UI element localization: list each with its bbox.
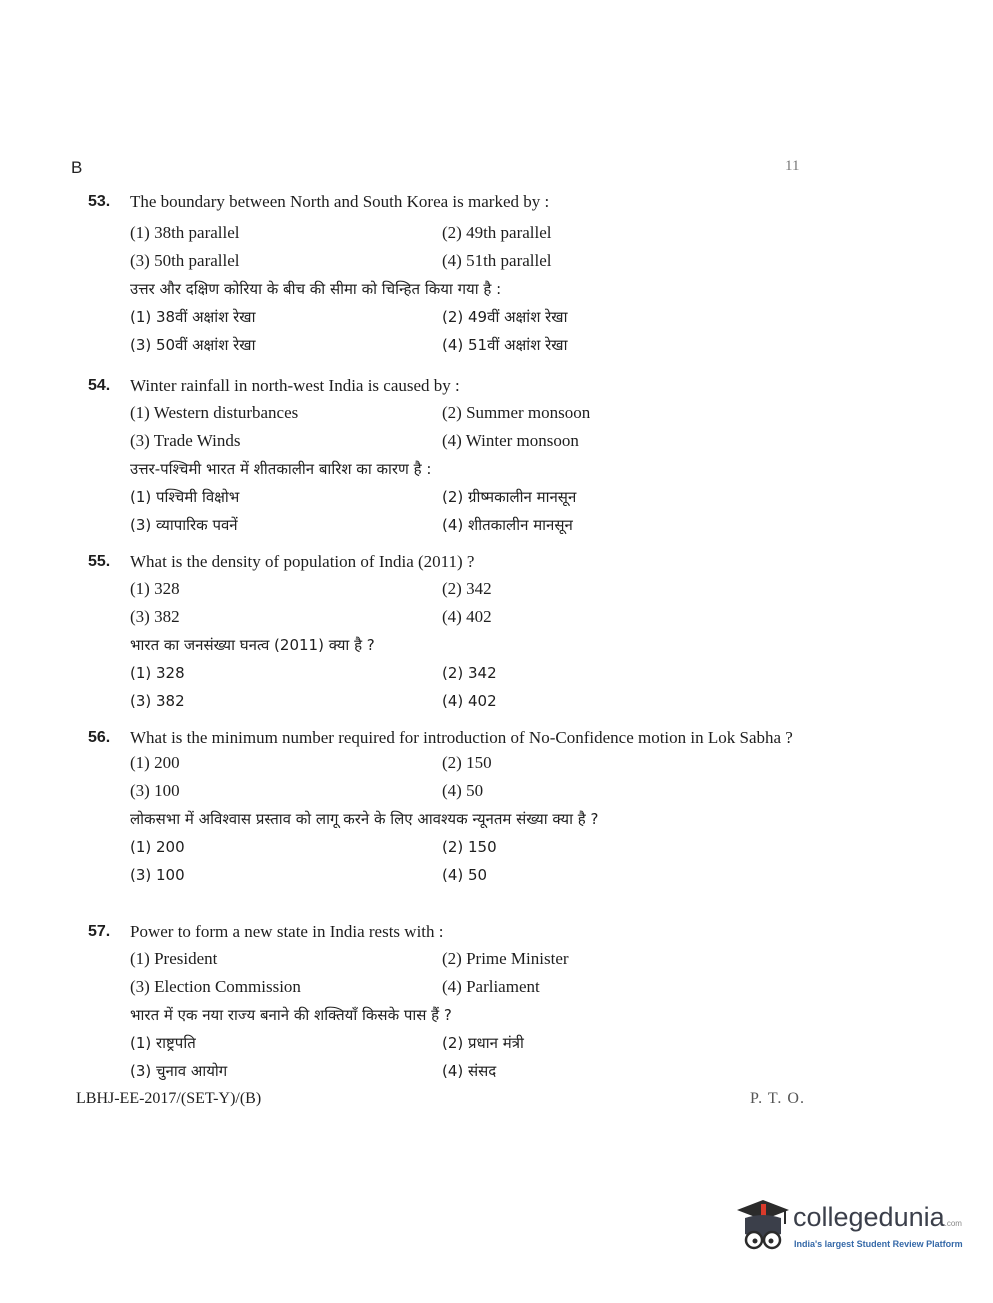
option-2: (2) 150 bbox=[442, 753, 492, 772]
hindi-option-3: (3) चुनाव आयोग bbox=[130, 1062, 228, 1080]
hindi-question-text: लोकसभा में अविश्वास प्रस्ताव को लागू करने के लिए आवश्यक न्यूनतम संख्या क्या है ? bbox=[130, 810, 599, 828]
option-3: (3) Election Commission bbox=[130, 977, 301, 996]
question-number: 54. bbox=[88, 377, 111, 394]
option-1: (1) 38th parallel bbox=[130, 223, 240, 242]
hindi-option-3: (3) व्यापारिक पवनें bbox=[130, 516, 238, 534]
option-1: (1) 200 bbox=[130, 753, 180, 772]
question-53 bbox=[88, 191, 808, 359]
option-3: (3) 100 bbox=[130, 781, 180, 800]
question-text: What is the minimum number required for introduction of No-Confidence motion in Lok Sabha ? bbox=[130, 728, 793, 747]
question-number: 57. bbox=[88, 923, 111, 940]
hindi-option-4: (4) 50 bbox=[442, 866, 488, 884]
hindi-option-1: (1) 328 bbox=[130, 664, 185, 682]
option-3: (3) 50th parallel bbox=[130, 251, 240, 270]
hindi-option-3: (3) 382 bbox=[130, 692, 185, 710]
option-2: (2) 342 bbox=[442, 579, 492, 598]
brand-domain: .com bbox=[944, 1219, 962, 1228]
option-2: (2) Prime Minister bbox=[442, 949, 569, 968]
hindi-option-2: (2) ग्रीष्मकालीन मानसून bbox=[442, 488, 577, 506]
hindi-option-3: (3) 50वीं अक्षांश रेखा bbox=[130, 336, 256, 354]
question-54 bbox=[88, 375, 808, 539]
hindi-option-1: (1) राष्ट्रपति bbox=[130, 1034, 196, 1052]
hindi-option-2: (2) 342 bbox=[442, 664, 497, 682]
hindi-option-2: (2) 49वीं अक्षांश रेखा bbox=[442, 308, 568, 326]
option-1: (1) President bbox=[130, 949, 218, 968]
option-4: (4) Winter monsoon bbox=[442, 431, 579, 450]
option-2: (2) 49th parallel bbox=[442, 223, 552, 242]
question-number: 55. bbox=[88, 553, 111, 570]
set-label: B bbox=[71, 158, 83, 177]
hindi-option-2: (2) 150 bbox=[442, 838, 497, 856]
brand-name: collegedunia bbox=[793, 1202, 945, 1232]
hindi-option-3: (3) 100 bbox=[130, 866, 185, 884]
pto-label: P. T. O. bbox=[750, 1090, 805, 1107]
option-1: (1) Western disturbances bbox=[130, 403, 299, 422]
question-56 bbox=[88, 727, 808, 889]
option-4: (4) Parliament bbox=[442, 977, 540, 996]
hindi-question-text: भारत में एक नया राज्य बनाने की शक्तियाँ किसके पास हैं ? bbox=[130, 1006, 452, 1024]
hindi-option-1: (1) पश्चिमी विक्षोभ bbox=[130, 488, 240, 506]
hindi-option-4: (4) शीतकालीन मानसून bbox=[442, 516, 573, 534]
option-2: (2) Summer monsoon bbox=[442, 403, 591, 422]
hindi-option-4: (4) 402 bbox=[442, 692, 497, 710]
hindi-option-1: (1) 38वीं अक्षांश रेखा bbox=[130, 308, 256, 326]
option-4: (4) 402 bbox=[442, 607, 492, 626]
question-number: 53. bbox=[88, 193, 111, 210]
paper-code: LBHJ-EE-2017/(SET-Y)/(B) bbox=[76, 1090, 262, 1107]
option-4: (4) 51th parallel bbox=[442, 251, 552, 270]
question-text: Winter rainfall in north-west India is caused by : bbox=[130, 376, 460, 395]
question-text: The boundary between North and South Korea is marked by : bbox=[130, 192, 550, 211]
hindi-option-4: (4) 51वीं अक्षांश रेखा bbox=[442, 336, 568, 354]
hindi-question-text: उत्तर और दक्षिण कोरिया के बीच की सीमा को चिन्हित किया गया है : bbox=[130, 280, 502, 298]
question-text: What is the density of population of India (2011) ? bbox=[130, 552, 475, 571]
question-57 bbox=[88, 921, 808, 1085]
hindi-option-2: (2) प्रधान मंत्री bbox=[442, 1034, 524, 1052]
hindi-option-1: (1) 200 bbox=[130, 838, 185, 856]
option-3: (3) Trade Winds bbox=[130, 431, 241, 450]
option-4: (4) 50 bbox=[442, 781, 484, 800]
question-55 bbox=[88, 551, 808, 715]
brand-tagline: India's largest Student Review Platform bbox=[794, 1239, 963, 1249]
hindi-option-4: (4) संसद bbox=[442, 1062, 497, 1080]
student-mascot-icon bbox=[735, 1198, 791, 1256]
option-3: (3) 382 bbox=[130, 607, 180, 626]
question-text: Power to form a new state in India rests with : bbox=[130, 922, 444, 941]
question-number: 56. bbox=[88, 729, 111, 746]
option-1: (1) 328 bbox=[130, 579, 180, 598]
collegedunia-watermark bbox=[735, 1198, 965, 1260]
hindi-question-text: भारत का जनसंख्या घनत्व (2011) क्या है ? bbox=[130, 636, 375, 654]
page-number: 11 bbox=[785, 158, 800, 174]
hindi-question-text: उत्तर-पश्चिमी भारत में शीतकालीन बारिश का कारण है : bbox=[130, 460, 432, 478]
